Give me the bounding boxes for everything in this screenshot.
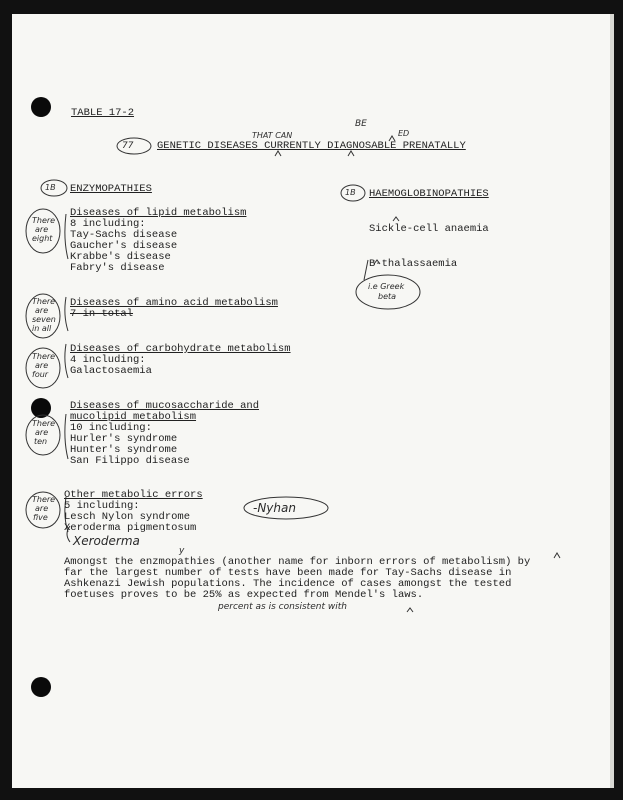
paragraph-line: foetuses proves to be 25% as expected from Mendel's laws.: [64, 589, 424, 601]
list-item: Hurler's syndrome: [70, 433, 178, 445]
haemoglobinopathies-heading: HAEMOGLOBINOPATHIES: [369, 188, 489, 200]
list-item: San Filippo disease: [70, 455, 190, 467]
margin-note-line: There: [32, 495, 56, 504]
margin-note-line: There: [32, 297, 56, 306]
margin-note-line: eight: [32, 234, 53, 243]
carbohydrate-count: 4 including:: [70, 354, 146, 366]
margin-note-line: are: [35, 504, 49, 513]
title-insert-ed: ED: [398, 129, 410, 138]
list-item: Galactosaemia: [70, 365, 152, 377]
paragraph-line: Amongst the enzmopathies (another name for inborn errors of metabolism) by: [64, 556, 531, 568]
carbohydrate-heading: Diseases of carbohydrate metabolism: [70, 343, 291, 355]
list-item: Sickle-cell anaemia: [369, 223, 489, 235]
list-item: B-thalassaemia: [369, 258, 458, 270]
margin-note-line: ten: [34, 437, 48, 446]
margin-note-line: are: [35, 225, 49, 234]
page-edge: [610, 14, 614, 788]
mucosaccharide-heading-line2: mucolipid metabolism: [70, 411, 197, 423]
margin-note-line: There: [32, 352, 56, 361]
amino-acid-count: 7 in total: [70, 308, 134, 320]
other-errors-count: 5 including:: [64, 500, 140, 512]
list-item: Krabbe's disease: [70, 251, 171, 263]
list-item: Hunter's syndrome: [70, 444, 178, 456]
margin-note-line: in all: [32, 324, 52, 333]
margin-note-line: seven: [32, 315, 56, 324]
mucosaccharide-count: 10 including:: [70, 422, 152, 434]
document-page: [12, 14, 614, 788]
margin-note-line: There: [32, 216, 56, 225]
amino-acid-heading: Diseases of amino acid metabolism: [70, 297, 278, 309]
greek-note-line: i.e Greek: [368, 282, 405, 291]
lipid-heading: Diseases of lipid metabolism: [70, 207, 247, 219]
mucosaccharide-heading-line1: Diseases of mucosaccharide and: [70, 400, 260, 412]
paragraph-line: Ashkenazi Jewish populations. The incidence of cases amongst the tested: [64, 578, 512, 590]
list-item: Fabry's disease: [70, 262, 165, 274]
nyhan-correction: -Nyhan: [253, 501, 296, 515]
list-item: Gaucher's disease: [70, 240, 178, 252]
margin-note-line: are: [35, 361, 49, 370]
page-title: GENETIC DISEASES CURRENTLY DIAGNOSABLE PRENATALLY: [157, 140, 466, 152]
margin-note-line: four: [32, 370, 49, 379]
paragraph-line: far the largest number of tests have been made for Tay-Sachs disease in: [64, 567, 512, 579]
title-circle-note: 77: [122, 141, 134, 151]
list-item: Tay-Sachs disease: [70, 229, 178, 241]
xeroderma-correction: Xeroderma: [73, 534, 140, 548]
punch-hole-top: [31, 97, 51, 117]
lipid-count: 8 including:: [70, 218, 146, 230]
list-item: Lesch Nylon syndrome: [64, 511, 191, 523]
title-insert-be: BE: [355, 119, 367, 129]
title-insert-that-can: THAT CAN: [252, 131, 293, 140]
punch-hole-middle: [31, 398, 51, 418]
margin-note-line: five: [33, 513, 48, 522]
punch-hole-bottom: [31, 677, 51, 697]
haemoglobin-circle-note: 1B: [345, 188, 356, 197]
table-label: TABLE 17-2: [71, 107, 135, 119]
margin-note-line: are: [35, 428, 49, 437]
margin-note-line: There: [32, 419, 56, 428]
enzymopathies-circle-note: 1B: [45, 183, 56, 192]
margin-note-line: are: [35, 306, 49, 315]
greek-note-line: beta: [378, 292, 397, 301]
paragraph-insert-y: y: [179, 546, 185, 556]
paragraph-handwritten-insert: percent as is consistent with: [218, 602, 347, 612]
enzymopathies-heading: ENZYMOPATHIES: [70, 183, 152, 195]
other-errors-heading: Other metabolic errors: [64, 489, 203, 501]
list-item: Xeroderma pigmentosum: [64, 522, 197, 534]
